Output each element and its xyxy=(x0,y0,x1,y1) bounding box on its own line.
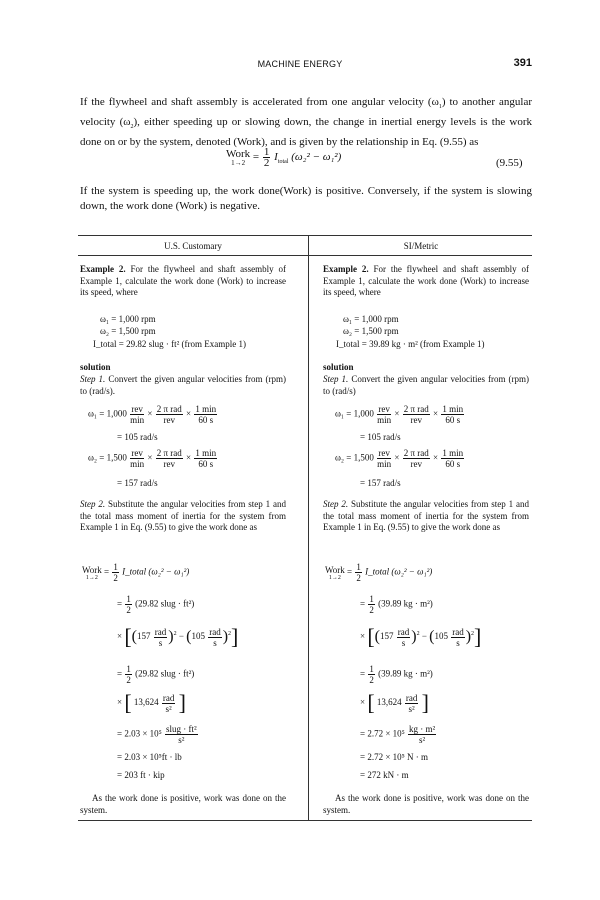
table-bottom-rule xyxy=(78,820,532,821)
left-step1: Step 1. Convert the given angular velocities from (rpm) to (rad/s). xyxy=(80,374,287,396)
right-work-line-d: = $\frac{1}{2}$ (39.89 kg · m²) xyxy=(360,664,433,685)
left-givens: ω₁ = 1,000 rpm ω₂ = 1,500 rpm xyxy=(100,314,156,336)
right-result-2: = 157 rad/s xyxy=(360,478,401,488)
right-work-line-g: = 2.72 × 10⁵ N · m xyxy=(360,752,429,762)
left-step2: Step 2. Substitute the angular velocities from step 1 and the total mass moment of inertia for the system from Example 1 in Eq. (9.55) to give the work done as xyxy=(80,499,287,532)
table-header-rule xyxy=(78,255,532,256)
right-conversion-1: ω₁ = 1,000 $\frac{\text{rev}}{\min}$ × $\frac{\text{2 π rad}}{\text{rev}}$ × $\frac{1 \min}{60 s}$ xyxy=(335,404,464,425)
left-work-line-b: = $\frac{1}{2}$ (29.82 slug · ft²) xyxy=(117,594,195,615)
right-result-1: = 105 rad/s xyxy=(360,432,401,442)
column-header-us: U.S. Customary xyxy=(164,241,222,251)
left-conversion-2: ω₂ = 1,500 $\frac{\text{rev}}{\min}$ × $\frac{\text{2 π rad}}{\text{rev}}$ × $\frac{1 \min}{60 s}$ xyxy=(88,448,217,469)
right-work-line-e: × [ 13,624 $\frac{\text{rad}}{\text{s²}}$ ] xyxy=(360,690,429,715)
right-work-equation: Work 1→2 = $\frac{1}{2}$ I_total (ω₂² − ω₁²) xyxy=(325,562,433,583)
right-work-line-b: = $\frac{1}{2}$ (39.89 kg · m²) xyxy=(360,594,433,615)
intro-paragraph-1: If the flywheel and shaft assembly is accelerated from one angular velocity $(\omega_1)$ to another angular velocity $(\omega_2)$, either speeding up or slowing down, the change in inertial energy levels is the work done on or by the system, denoted (Work), and is given by the relationship in Eq. (9.55) as xyxy=(80,96,533,148)
left-conclusion: As the work done is positive, work was done on the system. xyxy=(80,793,286,815)
right-work-line-h: = 272 kN · m xyxy=(360,770,409,780)
left-work-line-f: = 2.03 × 10⁵ $\frac{\text{slug · ft²}}{\text{s²}}$ xyxy=(117,724,197,745)
left-example-statement: Example 2. For the flywheel and shaft assembly of Example 1, calculate the work done (Work) to increase its speed, where xyxy=(80,264,287,297)
right-work-line-f: = 2.72 × 10⁵ $\frac{\text{kg · m²}}{\text{s²}}$ xyxy=(360,724,436,745)
column-header-si: SI/Metric xyxy=(403,241,439,251)
right-inertia: I_total = 39.89 kg · m² (from Example 1) xyxy=(336,339,485,349)
equation-9-55: Work 1→2 = $\frac{1}{2}$ $I_{total}$ (ω₂² − ω₁²) xyxy=(226,146,342,169)
left-solution-label: solution xyxy=(80,362,111,372)
left-result-1: = 105 rad/s xyxy=(117,432,158,442)
left-work-line-h: = 203 ft · kip xyxy=(117,770,165,780)
right-step2: Step 2. Substitute the angular velocities from step 1 and the total mass moment of inertia for the system from Example 1 in Eq. (9.55) to give the work done as xyxy=(323,499,530,532)
right-givens: ω₁ = 1,000 rpm ω₂ = 1,500 rpm xyxy=(343,314,399,336)
left-inertia: I_total = 29.82 slug · ft² (from Example 1) xyxy=(93,339,246,349)
right-conclusion: As the work done is positive, work was done on the system. xyxy=(323,793,529,815)
equation-number: (9.55) xyxy=(496,157,523,169)
left-work-line-g: = 2.03 × 10⁵ft · lb xyxy=(117,752,182,762)
intro-paragraph-2: If the system is speeding up, the work done(Work) is positive. Conversely, if the system is slowing down, the work done (Work) is negative. xyxy=(80,185,532,212)
left-work-line-d: = $\frac{1}{2}$ (29.82 slug · ft²) xyxy=(117,664,195,685)
page-number: 391 xyxy=(513,57,532,69)
right-example-statement: Example 2. For the flywheel and shaft assembly of Example 1, calculate the work done (Work) to increase its speed, where xyxy=(323,264,530,297)
running-header-title: MACHINE ENERGY xyxy=(257,59,343,69)
left-work-line-c: × [(157 $\frac{\text{rad}}{s}$ )$^2$ − (105 $\frac{\text{rad}}{s}$ )$^2$] xyxy=(117,624,239,649)
table-column-divider xyxy=(308,235,309,820)
right-conversion-2: ω₂ = 1,500 $\frac{\text{rev}}{\min}$ × $\frac{\text{2 π rad}}{\text{rev}}$ × $\frac{1 \min}{60 s}$ xyxy=(335,448,464,469)
left-work-equation: Work 1→2 = $\frac{1}{2}$ I_total (ω₂² − ω₁²) xyxy=(82,562,190,583)
right-work-line-c: × [(157 $\frac{\text{rad}}{s}$ )$^2$ − (105 $\frac{\text{rad}}{s}$ )$^2$] xyxy=(360,624,482,649)
table-top-rule xyxy=(78,235,532,236)
left-work-line-e: × [ 13,624 $\frac{\text{rad}}{\text{s²}}$ ] xyxy=(117,690,186,715)
left-result-2: = 157 rad/s xyxy=(117,478,158,488)
right-solution-label: solution xyxy=(323,362,354,372)
right-step1: Step 1. Convert the given angular velocities from (rpm) to (rad/s) xyxy=(323,374,530,396)
left-conversion-1: ω₁ = 1,000 $\frac{\text{rev}}{\min}$ × $\frac{\text{2 π rad}}{\text{rev}}$ × $\frac{1 \min}{60 s}$ xyxy=(88,404,217,425)
